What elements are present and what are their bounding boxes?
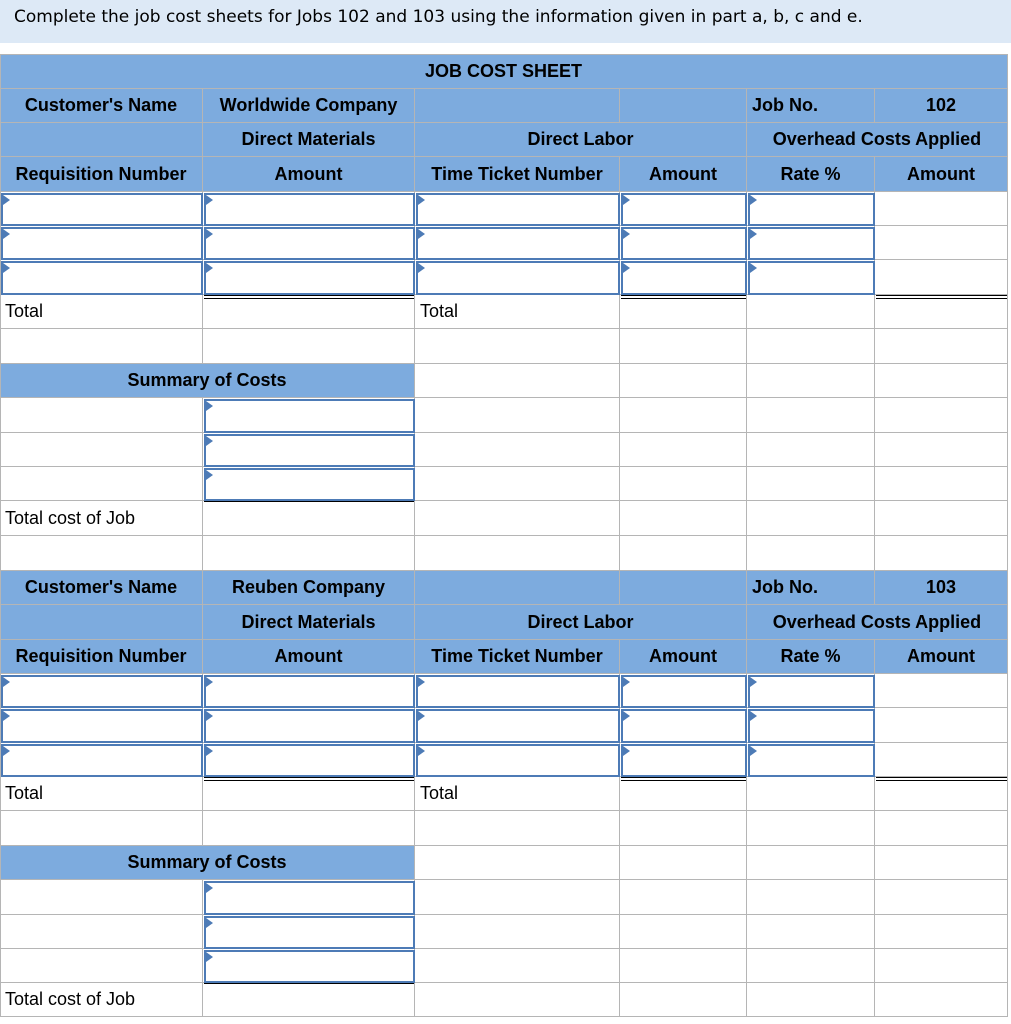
grid-cell: [0, 433, 203, 467]
grid-cell: [875, 364, 1008, 398]
grid-cell: [875, 226, 1008, 260]
grid-cell: [415, 501, 620, 536]
grid-cell: [875, 983, 1008, 1017]
labor-amount-input[interactable]: [621, 227, 747, 260]
grid-cell: [415, 949, 620, 983]
time-ticket-number-input[interactable]: [416, 675, 620, 708]
job-no-label: Job No.: [747, 571, 875, 605]
requisition-number-input[interactable]: [1, 193, 203, 226]
requisition-number-input[interactable]: [1, 709, 203, 743]
header-blank-cell: [415, 89, 620, 123]
grid-cell: [203, 811, 415, 846]
instructions-text: Complete the job cost sheets for Jobs 102 and 103 using the information given in part a, b, c and e.: [0, 0, 1011, 43]
summary-of-costs-header: Summary of Costs: [0, 364, 415, 398]
grid-cell: [415, 915, 620, 949]
total-rule: [204, 780, 414, 781]
rate-pct-header: Rate %: [747, 640, 875, 674]
total-cost-rule: [204, 983, 414, 984]
grid-cell: [875, 467, 1008, 501]
grid-cell: [620, 536, 747, 571]
time-ticket-number-header: Time Ticket Number: [415, 157, 620, 192]
grid-cell: [415, 433, 620, 467]
grid-cell: [0, 467, 203, 501]
sheet-title: JOB COST SHEET: [0, 54, 1008, 89]
labor-total-cell: [620, 777, 747, 811]
grid-cell: [620, 846, 747, 880]
overhead-amount-header: Amount: [875, 157, 1008, 192]
total-rule: [204, 295, 414, 296]
grid-cell: [620, 364, 747, 398]
customer-name-value: Reuben Company: [203, 571, 415, 605]
grid-cell: [875, 192, 1008, 226]
header-blank-cell: [0, 123, 203, 157]
summary-amount-input[interactable]: [204, 399, 415, 433]
total-label: Total: [0, 295, 203, 329]
time-ticket-number-input[interactable]: [416, 709, 620, 743]
direct-labor-header: Direct Labor: [415, 605, 747, 640]
grid-cell: [0, 949, 203, 983]
grid-cell: [415, 329, 620, 364]
time-ticket-number-header: Time Ticket Number: [415, 640, 620, 674]
grid-cell: [747, 846, 875, 880]
rate-pct-input[interactable]: [748, 675, 875, 708]
header-blank-cell: [0, 605, 203, 640]
grid-cell: [620, 811, 747, 846]
grid-cell: [415, 536, 620, 571]
materials-amount-input[interactable]: [204, 709, 415, 743]
grid-cell: [747, 777, 875, 811]
job-no-value: 102: [875, 89, 1008, 123]
grid-cell: [0, 915, 203, 949]
grid-cell: [620, 983, 747, 1017]
grid-cell: [875, 846, 1008, 880]
requisition-number-input[interactable]: [1, 227, 203, 260]
materials-amount-input[interactable]: [204, 193, 415, 226]
materials-total-cell: [203, 295, 415, 329]
grid-cell: [875, 743, 1008, 777]
grid-cell: [875, 811, 1008, 846]
customer-name-value: Worldwide Company: [203, 89, 415, 123]
total-cost-of-job-label: Total cost of Job: [0, 983, 203, 1017]
materials-amount-input[interactable]: [204, 227, 415, 260]
requisition-number-input[interactable]: [1, 261, 203, 295]
grid-cell: [415, 880, 620, 915]
direct-materials-header: Direct Materials: [203, 123, 415, 157]
requisition-number-input[interactable]: [1, 675, 203, 708]
summary-amount-input[interactable]: [204, 881, 415, 915]
grid-cell: [747, 467, 875, 501]
grid-cell: [0, 880, 203, 915]
total-label: Total: [415, 295, 620, 329]
grid-cell: [875, 501, 1008, 536]
total-cost-of-job-cell: [203, 983, 415, 1017]
summary-amount-input[interactable]: [204, 468, 415, 501]
total-rule: [876, 777, 1007, 778]
grid-cell: [747, 433, 875, 467]
summary-of-costs-header: Summary of Costs: [0, 846, 415, 880]
time-ticket-number-input[interactable]: [416, 744, 620, 777]
total-rule: [621, 777, 746, 778]
labor-amount-header: Amount: [620, 157, 747, 192]
grid-cell: [620, 467, 747, 501]
materials-total-cell: [203, 777, 415, 811]
job-no-value: 103: [875, 571, 1008, 605]
grid-cell: [875, 329, 1008, 364]
time-ticket-number-input[interactable]: [416, 193, 620, 226]
overhead-total-cell: [875, 777, 1008, 811]
grid-cell: [620, 329, 747, 364]
grid-cell: [875, 708, 1008, 743]
grid-cell: [875, 260, 1008, 295]
grid-cell: [875, 949, 1008, 983]
grid-cell: [747, 364, 875, 398]
grid-cell: [415, 398, 620, 433]
job-no-label: Job No.: [747, 89, 875, 123]
grid-cell: [0, 329, 203, 364]
grid-cell: [415, 811, 620, 846]
total-rule: [876, 298, 1007, 299]
requisition-number-header: Requisition Number: [0, 640, 203, 674]
overhead-costs-header: Overhead Costs Applied: [747, 123, 1008, 157]
grid-cell: [415, 846, 620, 880]
requisition-number-header: Requisition Number: [0, 157, 203, 192]
total-rule: [621, 780, 746, 781]
overhead-amount-header: Amount: [875, 640, 1008, 674]
direct-labor-header: Direct Labor: [415, 123, 747, 157]
grid-cell: [747, 398, 875, 433]
rate-pct-input[interactable]: [748, 744, 875, 777]
overhead-costs-header: Overhead Costs Applied: [747, 605, 1008, 640]
rate-pct-input[interactable]: [748, 709, 875, 743]
grid-cell: [203, 329, 415, 364]
total-rule: [876, 780, 1007, 781]
materials-amount-header: Amount: [203, 157, 415, 192]
total-cost-rule: [204, 501, 414, 502]
total-cost-of-job-cell: [203, 501, 415, 536]
header-blank-cell: [620, 571, 747, 605]
grid-cell: [747, 295, 875, 329]
grid-cell: [0, 398, 203, 433]
rate-pct-input[interactable]: [748, 227, 875, 260]
time-ticket-number-input[interactable]: [416, 227, 620, 260]
grid-cell: [415, 467, 620, 501]
header-blank-cell: [415, 571, 620, 605]
grid-cell: [0, 811, 203, 846]
rate-pct-input[interactable]: [748, 193, 875, 226]
grid-cell: [875, 398, 1008, 433]
grid-cell: [875, 433, 1008, 467]
header-blank-cell: [620, 89, 747, 123]
total-label: Total: [0, 777, 203, 811]
labor-amount-input[interactable]: [621, 193, 747, 226]
grid-cell: [620, 915, 747, 949]
grid-cell: [415, 983, 620, 1017]
labor-amount-input[interactable]: [621, 709, 747, 743]
labor-amount-header: Amount: [620, 640, 747, 674]
overhead-total-cell: [875, 295, 1008, 329]
grid-cell: [203, 536, 415, 571]
requisition-number-input[interactable]: [1, 744, 203, 777]
grid-cell: [620, 949, 747, 983]
grid-cell: [747, 983, 875, 1017]
total-rule: [876, 295, 1007, 296]
grid-cell: [620, 880, 747, 915]
customers-name-label: Customer's Name: [0, 571, 203, 605]
direct-materials-header: Direct Materials: [203, 605, 415, 640]
materials-amount-header: Amount: [203, 640, 415, 674]
grid-cell: [415, 364, 620, 398]
grid-cell: [875, 536, 1008, 571]
grid-cell: [620, 501, 747, 536]
time-ticket-number-input[interactable]: [416, 261, 620, 295]
grid-cell: [747, 811, 875, 846]
labor-amount-input[interactable]: [621, 744, 747, 777]
materials-amount-input[interactable]: [204, 261, 415, 295]
grid-cell: [747, 329, 875, 364]
total-rule: [621, 295, 746, 296]
customers-name-label: Customer's Name: [0, 89, 203, 123]
grid-cell: [875, 880, 1008, 915]
materials-amount-input[interactable]: [204, 744, 415, 777]
summary-amount-input[interactable]: [204, 434, 415, 467]
materials-amount-input[interactable]: [204, 675, 415, 708]
total-rule: [204, 777, 414, 778]
grid-cell: [747, 880, 875, 915]
grid-cell: [875, 915, 1008, 949]
total-rule: [621, 298, 746, 299]
grid-cell: [620, 398, 747, 433]
grid-cell: [875, 674, 1008, 708]
labor-amount-input[interactable]: [621, 261, 747, 295]
summary-amount-input[interactable]: [204, 950, 415, 983]
labor-amount-input[interactable]: [621, 675, 747, 708]
labor-total-cell: [620, 295, 747, 329]
grid-cell: [0, 536, 203, 571]
total-cost-of-job-label: Total cost of Job: [0, 501, 203, 536]
grid-cell: [747, 501, 875, 536]
rate-pct-header: Rate %: [747, 157, 875, 192]
total-rule: [204, 298, 414, 299]
total-label: Total: [415, 777, 620, 811]
rate-pct-input[interactable]: [748, 261, 875, 295]
grid-cell: [747, 915, 875, 949]
grid-cell: [747, 949, 875, 983]
grid-cell: [747, 536, 875, 571]
grid-cell: [620, 433, 747, 467]
summary-amount-input[interactable]: [204, 916, 415, 949]
